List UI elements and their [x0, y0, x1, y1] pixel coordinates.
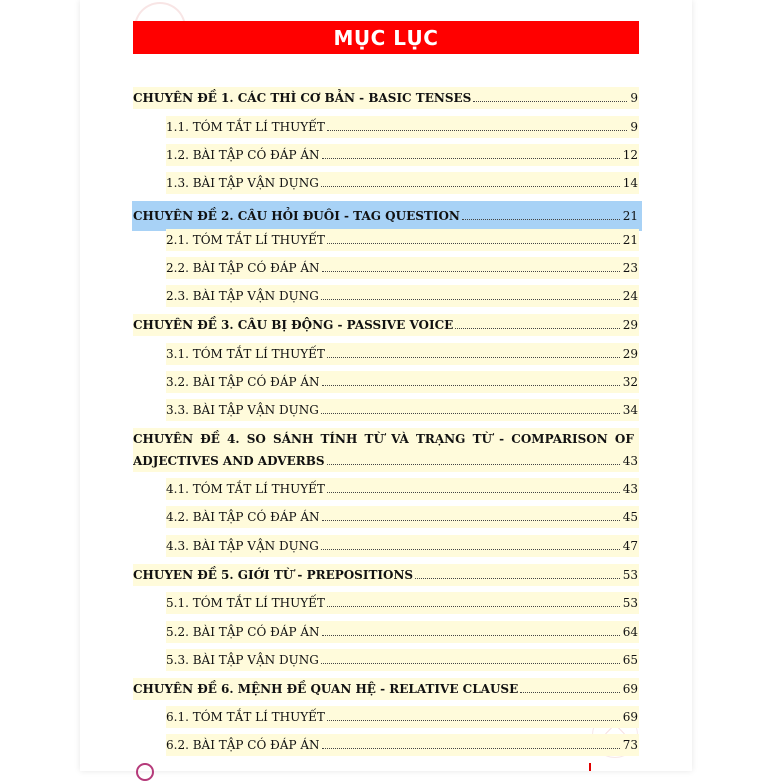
toc-section-5-2[interactable]: [166, 621, 639, 643]
toc-entry-line-1: [133, 428, 639, 450]
dot-leader: [321, 549, 620, 550]
toc-page-number: 53: [622, 596, 638, 610]
toc-page-number: 9: [630, 91, 638, 105]
toc-page-number: 14: [622, 176, 638, 190]
toc-page-number: 65: [622, 653, 638, 667]
toc-page-number: 32: [622, 375, 638, 389]
toc-entry-title: 2.2. BÀI TẬP CÓ ĐÁP ÁN: [166, 261, 320, 275]
toc-page-number: 24: [622, 289, 638, 303]
toc-section-4-1[interactable]: [166, 478, 639, 500]
toc-entry-title: CHUYÊN ĐỀ 1. CÁC THÌ CƠ BẢN - BASIC TENSES: [133, 91, 472, 105]
dot-leader: [322, 271, 620, 272]
toc-entry-title: CHUYÊN ĐỀ 3. CÂU BỊ ĐỘNG - PASSIVE VOICE: [133, 318, 454, 332]
toc-entry-title: 1.3. BÀI TẬP VẬN DỤNG: [166, 176, 319, 190]
toc-section-3-1[interactable]: [166, 343, 639, 365]
toc-chapter-3[interactable]: [133, 314, 639, 336]
dot-leader: [327, 606, 620, 607]
toc-entry-line-2: [133, 450, 639, 472]
toc-page-number: 12: [622, 148, 638, 162]
dot-leader: [327, 243, 620, 244]
dot-leader: [322, 748, 620, 749]
toc-entry-title: CHUYÊN ĐỀ 2. CÂU HỎI ĐUÔI - TAG QUESTION: [133, 209, 460, 223]
toc-entry-title: CHUYÊN ĐỀ 6. MỆNH ĐỀ QUAN HỆ - RELATIVE CLAUSE: [133, 682, 519, 696]
toc-section-2-1[interactable]: [166, 229, 639, 251]
toc-section-3-2[interactable]: [166, 371, 639, 393]
toc-entry-title: 6.2. BÀI TẬP CÓ ĐÁP ÁN: [166, 738, 320, 752]
dot-leader: [327, 720, 620, 721]
toc-chapter-2[interactable]: [132, 201, 642, 231]
toc-entry-title: 4.2. BÀI TẬP CÓ ĐÁP ÁN: [166, 510, 320, 524]
dot-leader: [415, 578, 620, 579]
toc-page-number: 73: [622, 738, 638, 752]
toc-chapter-6[interactable]: [133, 678, 639, 700]
toc-page-number: 64: [622, 625, 638, 639]
toc-page-number: 47: [622, 539, 638, 553]
toc-page-number: 23: [622, 261, 638, 275]
dot-leader: [327, 492, 620, 493]
toc-section-2-2[interactable]: [166, 257, 639, 279]
toc-section-1-1[interactable]: [166, 116, 639, 138]
toc-section-2-3[interactable]: [166, 285, 639, 307]
toc-page-number: 21: [622, 233, 638, 247]
toc-entry-title: CHUYEN ĐỀ 5. GIỚI TỪ - PREPOSITIONS: [133, 568, 414, 582]
dot-leader: [321, 186, 620, 187]
toc-chapter-4[interactable]: [133, 428, 639, 472]
toc-entry-title: 3.2. BÀI TẬP CÓ ĐÁP ÁN: [166, 375, 320, 389]
toc-section-6-2[interactable]: [166, 734, 639, 756]
toc-chapter-1[interactable]: [133, 87, 639, 109]
toc-entry-title: CHUYÊN ĐỀ 4. SO SÁNH TÍNH TỪ VÀ TRẠNG TỪ - COMPARISON OF: [133, 432, 634, 446]
toc-page-number: 9: [630, 120, 638, 134]
toc-section-6-1[interactable]: [166, 706, 639, 728]
toc-section-4-2[interactable]: [166, 506, 639, 528]
toc-entry-title: 3.1. TÓM TẮT LÍ THUYẾT: [166, 347, 325, 361]
toc-page-number: 43: [622, 482, 638, 496]
dot-leader: [327, 357, 620, 358]
toc-page-number: 21: [622, 209, 638, 223]
toc-section-1-2[interactable]: [166, 144, 639, 166]
dot-leader: [455, 328, 619, 329]
toc-entry-title: 1.1. TÓM TẮT LÍ THUYẾT: [166, 120, 325, 134]
toc-page-number: 43: [622, 454, 638, 468]
toc-entry-title: 5.1. TÓM TẮT LÍ THUYẾT: [166, 596, 325, 610]
toc-page-number: 69: [622, 682, 638, 696]
dot-leader: [462, 219, 620, 220]
toc-entry-title: 5.2. BÀI TẬP CÓ ĐÁP ÁN: [166, 625, 320, 639]
dot-leader: [321, 663, 620, 664]
toc-page-number: 29: [622, 347, 638, 361]
toc-entry-title: 6.1. TÓM TẮT LÍ THUYẾT: [166, 710, 325, 724]
toc-entry-title: 2.3. BÀI TẬP VẬN DỤNG: [166, 289, 319, 303]
toc-section-1-3[interactable]: [166, 172, 639, 194]
toc-entry-title-cont: ADJECTIVES AND ADVERBS: [133, 454, 325, 468]
toc-section-4-3[interactable]: [166, 535, 639, 557]
toc-entry-title: 5.3. BÀI TẬP VẬN DỤNG: [166, 653, 319, 667]
toc-entry-title: 2.1. TÓM TẮT LÍ THUYẾT: [166, 233, 325, 247]
dot-leader: [322, 158, 620, 159]
dot-leader: [473, 101, 627, 102]
dot-leader: [322, 635, 620, 636]
toc-page-number: 45: [622, 510, 638, 524]
toc-section-5-3[interactable]: [166, 649, 639, 671]
dot-leader: [321, 413, 620, 414]
dot-leader: [321, 299, 620, 300]
dot-leader: [520, 692, 619, 693]
dot-leader: [327, 130, 627, 131]
toc-page-number: 34: [622, 403, 638, 417]
dot-leader: [327, 464, 620, 465]
toc-entry-title: 4.3. BÀI TẬP VẬN DỤNG: [166, 539, 319, 553]
toc-entry-title: 4.1. TÓM TẮT LÍ THUYẾT: [166, 482, 325, 496]
toc-entry-title: 3.3. BÀI TẬP VẬN DỤNG: [166, 403, 319, 417]
dot-leader: [322, 520, 620, 521]
page-title: MỤC LỤC: [133, 21, 639, 54]
toc-entry-title: 1.2. BÀI TẬP CÓ ĐÁP ÁN: [166, 148, 320, 162]
toc-page-number: 69: [622, 710, 638, 724]
toc-section-5-1[interactable]: [166, 592, 639, 614]
toc-page-number: 29: [622, 318, 638, 332]
toc-page-number: 53: [622, 568, 638, 582]
dot-leader: [322, 385, 620, 386]
toc-section-3-3[interactable]: [166, 399, 639, 421]
toc-chapter-5[interactable]: [133, 564, 639, 586]
